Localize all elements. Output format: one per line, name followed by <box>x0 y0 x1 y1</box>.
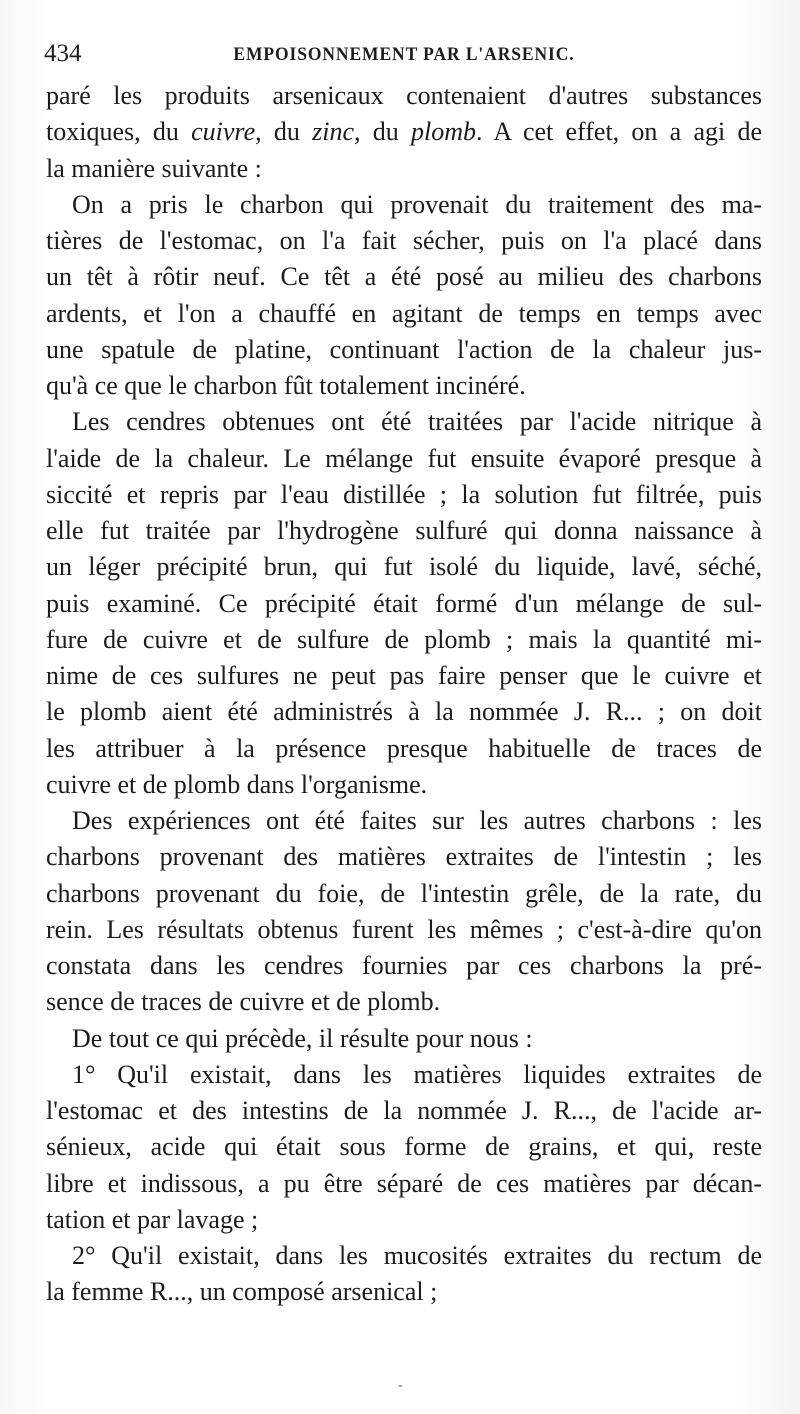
text-line <box>46 114 762 150</box>
paragraph-start: Des expériences ont été faites sur les autres charbons : les <box>72 806 762 835</box>
text-line: sence de traces de cuivre et de plomb. <box>46 987 441 1017</box>
paragraph-start: Les cendres obtenues ont été traitées par l'acide nitrique à <box>72 407 762 437</box>
text-line: l'estomac et des intestins de la nommée J. R..., de l'acide ar- <box>46 1096 762 1125</box>
text-line: cuivre et de plomb dans l'organisme. <box>46 769 428 799</box>
text-line: l'aide de la chaleur. Le mélange fut ensuite évaporé presque à <box>46 443 762 473</box>
text-line: un têt à rôtir neuf. Ce têt a été posé au milieu des charbons <box>46 262 762 292</box>
text-line: la femme R..., un composé arsenical ; <box>46 1277 438 1307</box>
paragraph-start: 1° Qu'il existait, dans les matières liquides extraites de <box>72 1059 762 1089</box>
text-line: paré les produits arsenicaux contenaient d'autres substances <box>46 81 762 110</box>
text-segment: , du <box>255 117 313 147</box>
text-line: rein. Les résultats obtenus furent les mêmes ; c'est-à-dire qu'on <box>46 914 762 944</box>
text-line: le plomb aient été administrés à la nommée J. R... ; on doit <box>46 697 762 727</box>
text-line: charbons provenant des matières extraites de l'intestin ; les <box>46 842 762 872</box>
italic-word: cuivre <box>191 117 256 147</box>
text-line: les attribuer à la présence presque habituelle de traces de <box>46 733 762 763</box>
paragraph-start: On a pris le charbon qui provenait du traitement des ma- <box>72 189 762 219</box>
text-line: une spatule de platine, continuant l'action de la chaleur jus- <box>46 334 762 364</box>
text-segment: toxiques, du <box>46 117 192 147</box>
bottom-mark: - <box>398 1378 403 1393</box>
text-line: ardents, et l'on a chauffé en agitant de temps en temps avec <box>46 298 762 328</box>
text-line: fure de cuivre et de sulfure de plomb ; mais la quantité mi- <box>46 624 762 654</box>
text-line: sénieux, acide qui était sous forme de grains, et qui, reste <box>46 1132 762 1162</box>
text-line: tières de l'estomac, on l'a fait sécher, puis on l'a placé dans <box>46 226 762 255</box>
paragraph-start: De tout ce qui précède, il résulte pour nous : <box>72 1023 533 1053</box>
italic-word: plomb <box>411 117 477 147</box>
italic-word: zinc <box>312 117 355 147</box>
paragraph-start: 2° Qu'il existait, dans les mucosités extraites du rectum de <box>72 1241 762 1270</box>
text-line: tation et par lavage ; <box>46 1204 259 1234</box>
text-line: qu'à ce que le charbon fût totalement incinéré. <box>46 371 526 400</box>
text-line: elle fut traitée par l'hydrogène sulfuré qui donna naissance à <box>46 516 762 545</box>
text-segment: , du <box>354 117 412 147</box>
page-number: 434 <box>44 40 82 67</box>
text-line: nime de ces sulfures ne peut pas faire penser que le cuivre et <box>46 661 762 690</box>
text-line: un léger précipité brun, qui fut isolé du liquide, lavé, séché, <box>46 552 762 582</box>
text-segment: . A cet effet, on a agi de <box>476 117 763 147</box>
text-line: la manière suivante : <box>46 153 262 183</box>
running-title: EMPOISONNEMENT PAR L'ARSENIC. <box>233 44 575 65</box>
page-header <box>44 36 764 72</box>
body-text <box>46 78 762 1311</box>
text-line: puis examiné. Ce précipité était formé d'un mélange de sul- <box>46 588 762 618</box>
text-line: libre et indissous, a pu être séparé de ces matières par décan- <box>46 1168 762 1198</box>
text-line: siccité et repris par l'eau distillée ; la solution fut filtrée, puis <box>46 479 762 509</box>
text-line: charbons provenant du foie, de l'intestin grêle, de la rate, du <box>46 878 762 908</box>
text-line: constata dans les cendres fournies par ces charbons la pré- <box>46 951 762 980</box>
